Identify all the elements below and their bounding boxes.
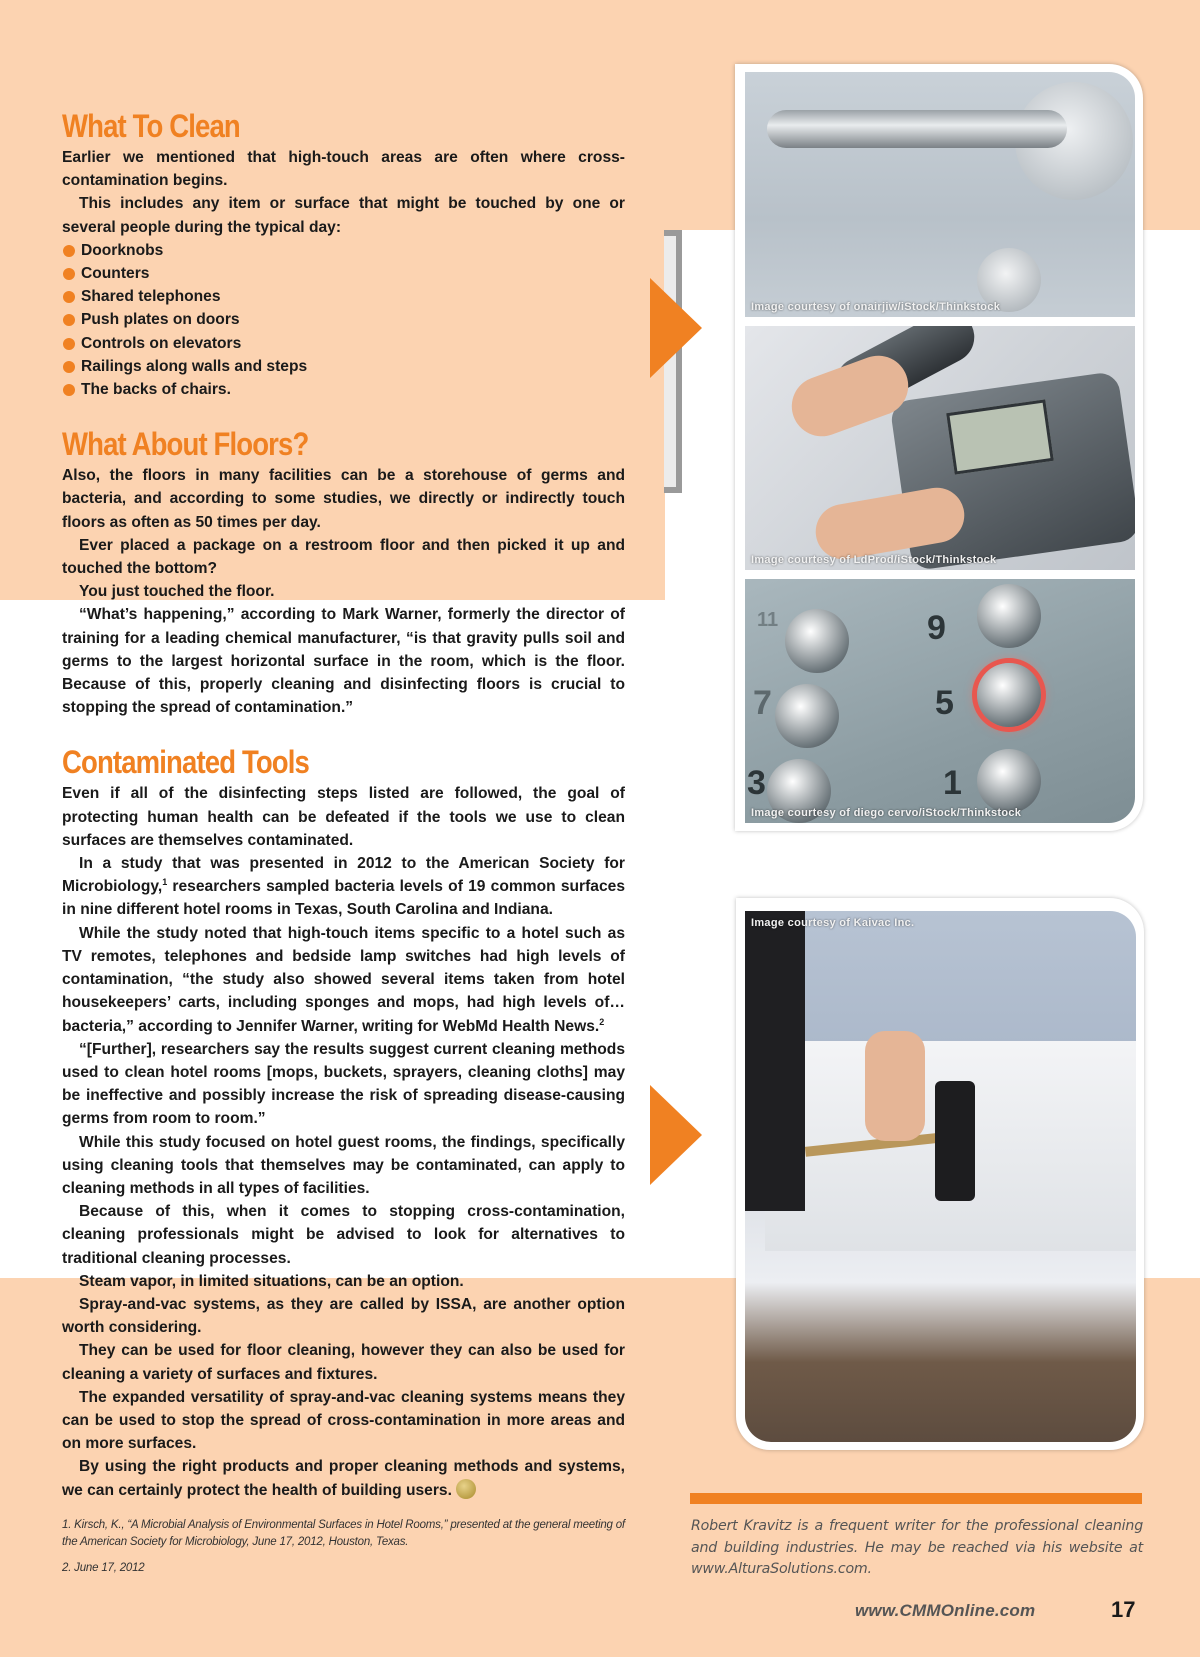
paragraph: By using the right products and proper cleaning methods and systems, we can certainly protect the health of building users. bbox=[62, 1458, 625, 1499]
paragraph: This includes any item or surface that might be touched by one or several people during the typical day: bbox=[62, 195, 625, 236]
section-heading-contaminated-tools: Contaminated Tools bbox=[62, 744, 309, 781]
paragraph: Ever placed a package on a restroom floor and then picked it up and touched the bottom? bbox=[62, 536, 625, 578]
paragraph: “[Further], researchers say the results suggest current cleaning methods used to clean hotel rooms [mops, buckets, sprayers, cleaning cloths] may be ineffective and possibly increase the risk of spreading disease-causing germs from room to room.” bbox=[62, 1040, 625, 1128]
paragraph: Because of this, when it comes to stopping cross-contamination, cleaning professionals might be advised to look for alternatives to traditional cleaning processes. bbox=[62, 1203, 625, 1267]
list-item: The backs of chairs. bbox=[62, 378, 625, 401]
elevator-button bbox=[977, 749, 1041, 813]
elevator-button bbox=[775, 684, 839, 748]
elevator-button-lit bbox=[977, 663, 1041, 727]
spray-gun bbox=[935, 1081, 975, 1201]
high-touch-list bbox=[62, 239, 625, 401]
footnotes bbox=[62, 1517, 632, 1586]
orange-arrow-icon bbox=[650, 1085, 702, 1185]
section-heading-what-about-floors: What About Floors? bbox=[62, 426, 309, 463]
paragraph: Even if all of the disinfecting steps listed are followed, the goal of protecting human health can be defeated if the tools we use to clean surfaces are themselves contaminated. bbox=[62, 785, 625, 849]
elevator-digit: 1 bbox=[943, 764, 962, 802]
telephone-photo bbox=[745, 326, 1135, 570]
footnote: 2. June 17, 2012 bbox=[62, 1562, 145, 1574]
paragraph: You just touched the floor. bbox=[79, 583, 275, 601]
doorknob-photo bbox=[745, 72, 1135, 317]
list-item: Push plates on doors bbox=[62, 308, 625, 331]
footnote-ref: 1 bbox=[162, 877, 168, 888]
page-number: 17 bbox=[1111, 1597, 1136, 1622]
elevator-digit: 3 bbox=[747, 764, 766, 802]
bullet-icon bbox=[63, 245, 75, 257]
paragraph: “What’s happening,” according to Mark Warner, formerly the director of training for a leading chemical manufacturer, “is that gravity pulls soil and germs to the largest horizontal surface in the room, which is the floor. Because of this, properly cleaning and disinfecting floors is crucial to stopping the spread of contamination.” bbox=[62, 606, 625, 717]
section-heading-what-to-clean: What To Clean bbox=[62, 108, 240, 144]
footnote: 1. Kirsch, K., “A Microbial Analysis of Environmental Surfaces in Hotel Rooms,” presented at the general meeting of the American Society for Microbiology, June 17, 2012, Houston, Texas. bbox=[62, 1519, 625, 1548]
footer-url: www.CMMOnline.com bbox=[855, 1601, 1036, 1620]
paragraph: Steam vapor, in limited situations, can be an option. bbox=[79, 1272, 464, 1290]
list-item: Shared telephones bbox=[62, 285, 625, 308]
paragraph: They can be used for floor cleaning, however they can also be used for cleaning a variety of surfaces and fixtures. bbox=[62, 1342, 625, 1383]
paragraph: Earlier we mentioned that high-touch areas are often where cross-contamination begins. bbox=[62, 149, 625, 190]
image-credit: Image courtesy of LdProd/iStock/Thinkstock bbox=[751, 554, 997, 566]
article-column bbox=[62, 108, 625, 1502]
paragraph: Spray-and-vac systems, as they are called by ISSA, are another option worth considering. bbox=[62, 1295, 625, 1337]
bullet-icon bbox=[63, 268, 75, 280]
elevator-digit: 9 bbox=[927, 609, 946, 647]
list-item: Railings along walls and steps bbox=[62, 355, 625, 378]
elevator-buttons-photo bbox=[745, 579, 1135, 823]
elevator-digit: 7 bbox=[753, 684, 772, 722]
hand bbox=[865, 1031, 925, 1141]
list-item: Controls on elevators bbox=[62, 332, 625, 355]
bullet-icon bbox=[63, 384, 75, 396]
bio-divider bbox=[690, 1493, 1142, 1504]
footnote-ref: 2 bbox=[599, 1016, 605, 1027]
orange-arrow-icon bbox=[650, 278, 702, 378]
elevator-button bbox=[977, 584, 1041, 648]
list-item: Doorknobs bbox=[62, 239, 625, 262]
bullet-icon bbox=[63, 338, 75, 350]
image-credit: Image courtesy of Kaivac Inc. bbox=[751, 917, 915, 929]
author-bio: Robert Kravitz is a frequent writer for the professional cleaning and building industries. He may be reached via his website at www.AlturaSolutions.com. bbox=[691, 1518, 1143, 1577]
elevator-button bbox=[785, 609, 849, 673]
paragraph: In a study that was presented in 2012 to the American Society for Microbiology,$^1$ researchers sampled bacteria levels of 19 common surfaces in nine different hotel rooms in Texas, South Carolina and Indiana. bbox=[62, 855, 625, 919]
bullet-icon bbox=[63, 291, 75, 303]
door-handle bbox=[767, 110, 1067, 148]
bullet-icon bbox=[63, 361, 75, 373]
elevator-digit: 11 bbox=[757, 609, 779, 631]
person bbox=[745, 911, 805, 1211]
paragraph: Also, the floors in many facilities can be a storehouse of germs and bacteria, and according to some studies, we directly or indirectly touch floors as often as 50 times per day. bbox=[62, 467, 625, 531]
image-credit: Image courtesy of onairjiw/iStock/Thinkstock bbox=[751, 301, 1001, 313]
paragraph: The expanded versatility of spray-and-vac cleaning systems means they can be used to stop the spread of cross-contamination in more areas and on more surfaces. bbox=[62, 1388, 625, 1453]
paragraph: While the study noted that high-touch items specific to a hotel such as TV remotes, telephones and bedside lamp switches had high levels of contamination, “the study also showed several items taken from hotel housekeepers’ carts, including sponges and mops, had high levels of…bacteria,” according to Jennifer Warner, writing for WebMd Health News.$^2$ bbox=[62, 924, 625, 1035]
elevator-digit: 5 bbox=[935, 684, 954, 722]
paragraph: While this study focused on hotel guest rooms, the findings, specifically using cleaning tools that themselves may be contaminated, can apply to cleaning methods in all types of facilities. bbox=[62, 1133, 625, 1197]
end-mark-icon bbox=[456, 1479, 476, 1499]
list-item: Counters bbox=[62, 262, 625, 285]
image-credit: Image courtesy of diego cervo/iStock/Thinkstock bbox=[751, 807, 1022, 819]
bullet-icon bbox=[63, 314, 75, 326]
steam-cleaning-photo bbox=[745, 911, 1136, 1442]
